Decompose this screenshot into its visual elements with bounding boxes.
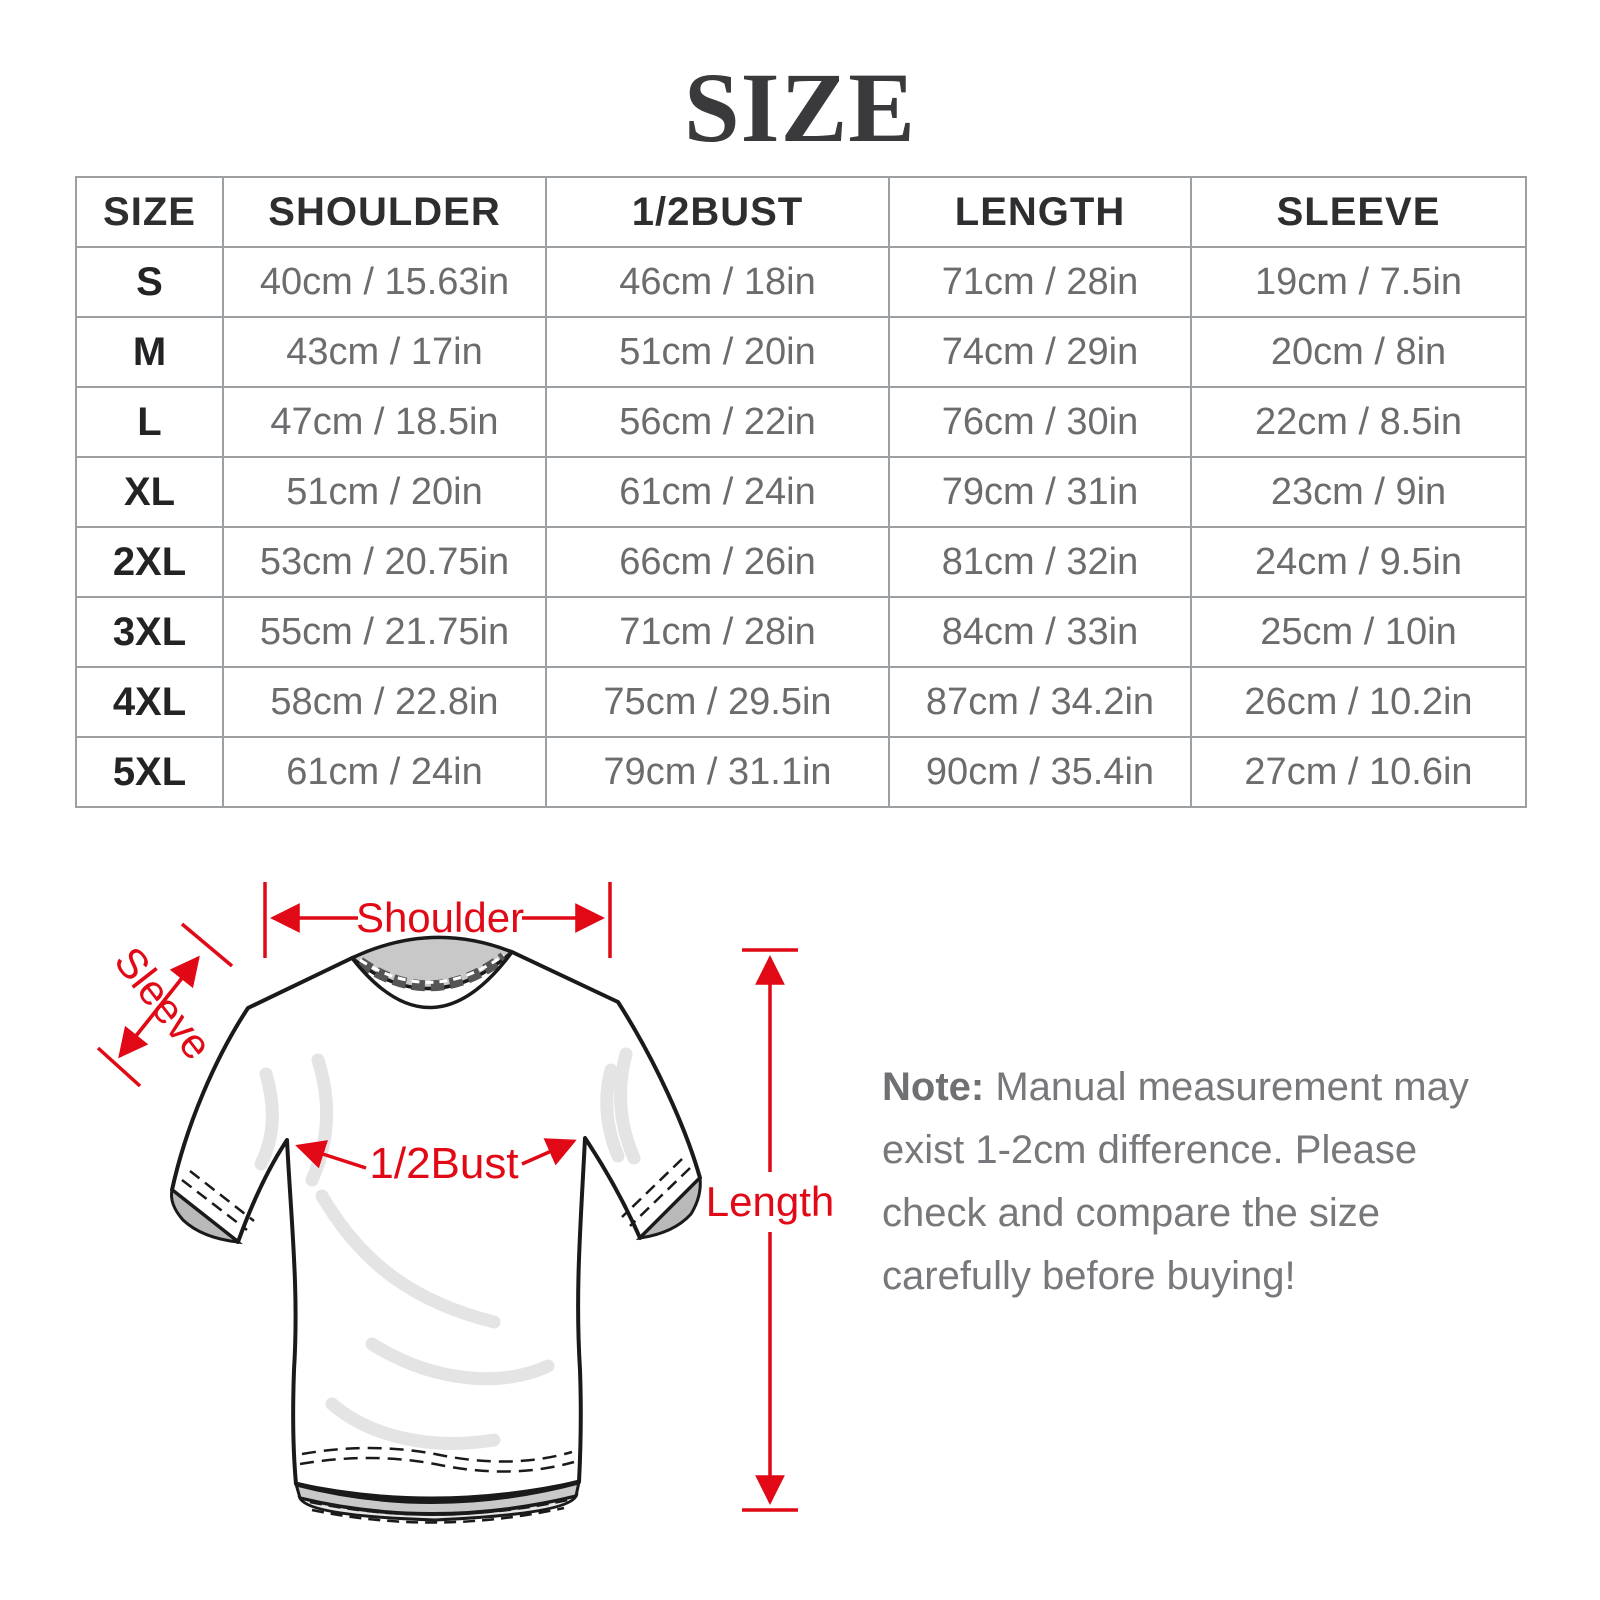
size-table — [75, 176, 1527, 808]
size-cell: 3XL — [76, 597, 223, 667]
table-row — [76, 667, 1526, 737]
header-length: LENGTH — [889, 177, 1191, 247]
size-cell: M — [76, 317, 223, 387]
shoulder-cell: 40cm / 15.63in — [223, 247, 546, 317]
length-cell: 90cm / 35.4in — [889, 737, 1191, 807]
table-row — [76, 317, 1526, 387]
bust-cell: 75cm / 29.5in — [546, 667, 889, 737]
length-cell: 87cm / 34.2in — [889, 667, 1191, 737]
shoulder-cell: 51cm / 20in — [223, 457, 546, 527]
table-row — [76, 737, 1526, 807]
bust-cell: 51cm / 20in — [546, 317, 889, 387]
sleeve-cell: 25cm / 10in — [1191, 597, 1526, 667]
sleeve-cell: 27cm / 10.6in — [1191, 737, 1526, 807]
shoulder-cell: 47cm / 18.5in — [223, 387, 546, 457]
table-row — [76, 527, 1526, 597]
table-row — [76, 247, 1526, 317]
length-cell: 71cm / 28in — [889, 247, 1191, 317]
bust-cell: 61cm / 24in — [546, 457, 889, 527]
sleeve-annotation — [98, 924, 232, 1086]
sleeve-cell: 22cm / 8.5in — [1191, 387, 1526, 457]
sleeve-cell: 24cm / 9.5in — [1191, 527, 1526, 597]
length-cell: 81cm / 32in — [889, 527, 1191, 597]
table-header-row — [76, 177, 1526, 247]
size-cell: L — [76, 387, 223, 457]
shoulder-cell: 58cm / 22.8in — [223, 667, 546, 737]
note-body: Manual measurement may exist 1-2cm difference. Please check and compare the size carefully before buying! — [882, 1065, 1469, 1298]
length-cell: 76cm / 30in — [889, 387, 1191, 457]
bust-cell: 71cm / 28in — [546, 597, 889, 667]
header-shoulder: SHOULDER — [223, 177, 546, 247]
shoulder-cell: 55cm / 21.75in — [223, 597, 546, 667]
header-bust: 1/2BUST — [546, 177, 889, 247]
header-size: SIZE — [76, 177, 223, 247]
bust-cell: 56cm / 22in — [546, 387, 889, 457]
bust-cell: 79cm / 31.1in — [546, 737, 889, 807]
shoulder-cell: 53cm / 20.75in — [223, 527, 546, 597]
length-cell: 84cm / 33in — [889, 597, 1191, 667]
table-row — [76, 387, 1526, 457]
size-cell: 2XL — [76, 527, 223, 597]
header-sleeve: SLEEVE — [1191, 177, 1526, 247]
sleeve-cell: 23cm / 9in — [1191, 457, 1526, 527]
length-annotation — [706, 950, 834, 1510]
sleeve-cell: 20cm / 8in — [1191, 317, 1526, 387]
table-row — [76, 597, 1526, 667]
measurement-note — [882, 1056, 1494, 1308]
size-cell: S — [76, 247, 223, 317]
shoulder-cell: 61cm / 24in — [223, 737, 546, 807]
shoulder-cell: 43cm / 17in — [223, 317, 546, 387]
measurement-diagram — [70, 860, 870, 1580]
table-row — [76, 457, 1526, 527]
length-cell: 79cm / 31in — [889, 457, 1191, 527]
bust-cell: 66cm / 26in — [546, 527, 889, 597]
bust-cell: 46cm / 18in — [546, 247, 889, 317]
sleeve-label: Sleeve — [105, 938, 222, 1069]
sleeve-cell: 19cm / 7.5in — [1191, 247, 1526, 317]
sleeve-cell: 26cm / 10.2in — [1191, 667, 1526, 737]
size-cell: XL — [76, 457, 223, 527]
size-cell: 5XL — [76, 737, 223, 807]
bust-label: 1/2Bust — [369, 1139, 519, 1188]
note-prefix: Note: — [882, 1065, 985, 1109]
shoulder-label: Shoulder — [355, 894, 525, 941]
tshirt-graphic — [171, 937, 700, 1522]
length-label: Length — [705, 1178, 835, 1225]
page-title: SIZE — [684, 52, 916, 163]
length-cell: 74cm / 29in — [889, 317, 1191, 387]
size-cell: 4XL — [76, 667, 223, 737]
